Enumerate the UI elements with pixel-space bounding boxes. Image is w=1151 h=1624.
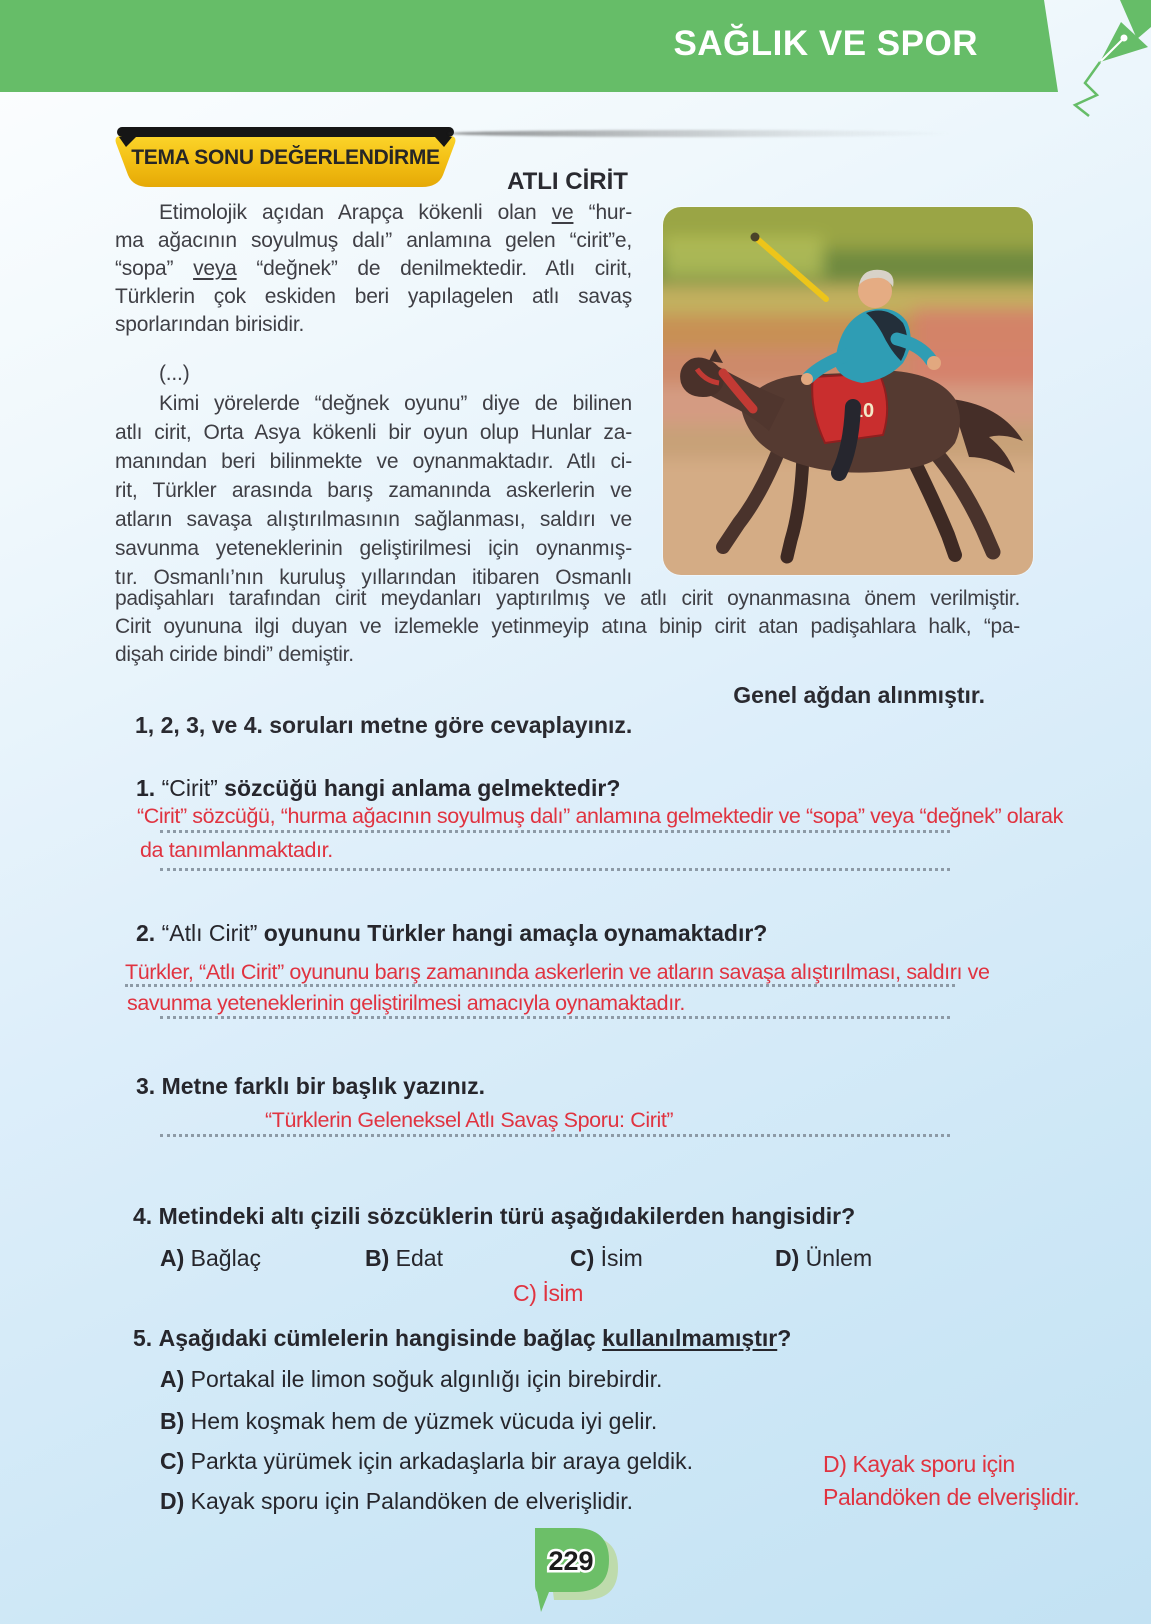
text-line: Etimolojik açıdan Arapça kökenli olan ve “hur- [159, 201, 632, 224]
text-line: tır. Osmanlı’nın kuruluş yıllarından itibaren Osmanlı [115, 566, 632, 589]
header-band [0, 0, 1151, 120]
answer-3: “Türklerin Geleneksel Atlı Savaş Sporu: Cirit” [265, 1108, 674, 1132]
q5-option-d: D) Kayak sporu için Palandöken de elverişlidir. [160, 1488, 634, 1514]
question-5: 5. Aşağıdaki cümlelerin hangisinde bağlaç kullanılmamıştır? [133, 1325, 792, 1351]
question-4: 4. Metindeki altı çizili sözcüklerin türü aşağıdakilerden hangisidir? [133, 1203, 856, 1229]
q5-option-c: C) Parkta yürümek için arkadaşlarla bir araya geldik. [160, 1448, 694, 1474]
text-line: ma ağacının soyulmuş dalı” anlamına gelen “cirit”e, [115, 229, 632, 252]
instruction-line: 1, 2, 3, ve 4. soruları metne göre cevaplayınız. [135, 712, 633, 738]
q4-option-d: D) Ünlem [775, 1245, 873, 1271]
answer-5-line-2: Palandöken de elverişlidir. [823, 1484, 1080, 1510]
q5-option-b: B) Hem koşmak hem de yüzmek vücuda iyi gelir. [160, 1408, 658, 1434]
answer-2-line-2: savunma yeteneklerinin geliştirilmesi amacıyla oynamaktadır. [127, 991, 685, 1015]
text-line: Cirit oyununa ilgi duyan ve izlemekle yetinmeyip atına binip cirit atan padişahlara halk, “pa- [115, 615, 1020, 638]
unit-title: SAĞLIK VE SPOR [673, 24, 978, 63]
answer-line [125, 984, 955, 987]
text-line: Kimi yörelerde “değnek oyunu” diye de bilinen [159, 392, 632, 415]
source-credit: Genel ağdan alınmıştır. [733, 682, 985, 708]
text-line: savunma yeteneklerinin geliştirilmesi için oynanmış- [115, 537, 632, 560]
saddle-number: 10 [851, 400, 875, 422]
answer-5 [823, 1448, 1079, 1514]
underlined-word: ve [551, 201, 574, 224]
text-line: sporlarından birisidir. [115, 313, 305, 336]
answer-line [160, 1134, 950, 1137]
underlined-word: veya [193, 257, 237, 280]
text-line: rit, Türkler arasında barış zamanında askerlerin ve [115, 479, 632, 502]
answer-2-line-1: Türkler, “Atlı Cirit” oyununu barış zamanında askerlerin ve atların savaşa alıştırılması, saldırı ve [125, 960, 990, 984]
underlined-word: kullanılmamıştır [602, 1325, 778, 1351]
q4-option-b: B) Edat [365, 1245, 443, 1271]
answer-line [160, 868, 950, 871]
article-photo [663, 207, 1033, 575]
text-line: dişah ciride bindi” demiştir. [115, 643, 354, 666]
answer-1-line-1: “Cirit” sözcüğü, “hurma ağacının soyulmuş dalı” anlamına gelmektedir ve “sopa” veya “değnek” olarak [137, 804, 1063, 828]
ellipsis-line: (...) [159, 362, 190, 385]
question-3: 3. Metne farklı bir başlık yazınız. [136, 1073, 485, 1099]
question-1: 1. “Cirit” sözcüğü hangi anlama gelmektedir? [136, 775, 621, 801]
q4-option-c: C) İsim [570, 1245, 643, 1271]
answer-line [160, 1016, 950, 1019]
text-line: manından beri bilinmekte ve oynanmaktadır. Atlı ci- [115, 450, 632, 473]
answer-5-line-1: D) Kayak sporu için [823, 1451, 1015, 1477]
answer-1-line-2: da tanımlanmaktadır. [140, 838, 333, 862]
ribbon-label: TEMA SONU DEĞERLENDİRME [131, 146, 440, 169]
ribbon-shadow [448, 130, 953, 137]
paragraph-1 [115, 199, 632, 339]
question-2: 2. “Atlı Cirit” oyununu Türkler hangi amaçla oynamaktadır? [136, 920, 768, 946]
answer-4: C) İsim [513, 1280, 584, 1306]
pen-icon [1075, 0, 1151, 116]
page-number: 229 [548, 1546, 594, 1576]
page-number-badge [523, 1522, 627, 1620]
answer-line [160, 830, 950, 833]
paragraph-3 [115, 585, 1020, 669]
text-line: “sopa” veya “değnek” de denilmektedir. Atlı cirit, [115, 257, 632, 280]
text-line: atlı cirit, Orta Asya kökenli bir oyun olup Hunlar za- [115, 421, 632, 444]
q4-option-a: A) Bağlaç [160, 1245, 261, 1271]
text-line: Türklerin çok eskiden beri yapılagelen atlı savaş [115, 285, 632, 308]
article-title: ATLI CİRİT [507, 168, 628, 195]
q5-option-a: A) Portakal ile limon soğuk algınlığı için birebirdir. [160, 1366, 663, 1392]
text-line: padişahları tarafından cirit meydanları yaptırılmış ve atlı cirit oynanmasına önem verilmiştir. [115, 587, 1020, 610]
text-line: atların savaşa alıştırılmasının sağlanması, saldırı ve [115, 508, 632, 531]
paragraph-2 [115, 389, 632, 592]
